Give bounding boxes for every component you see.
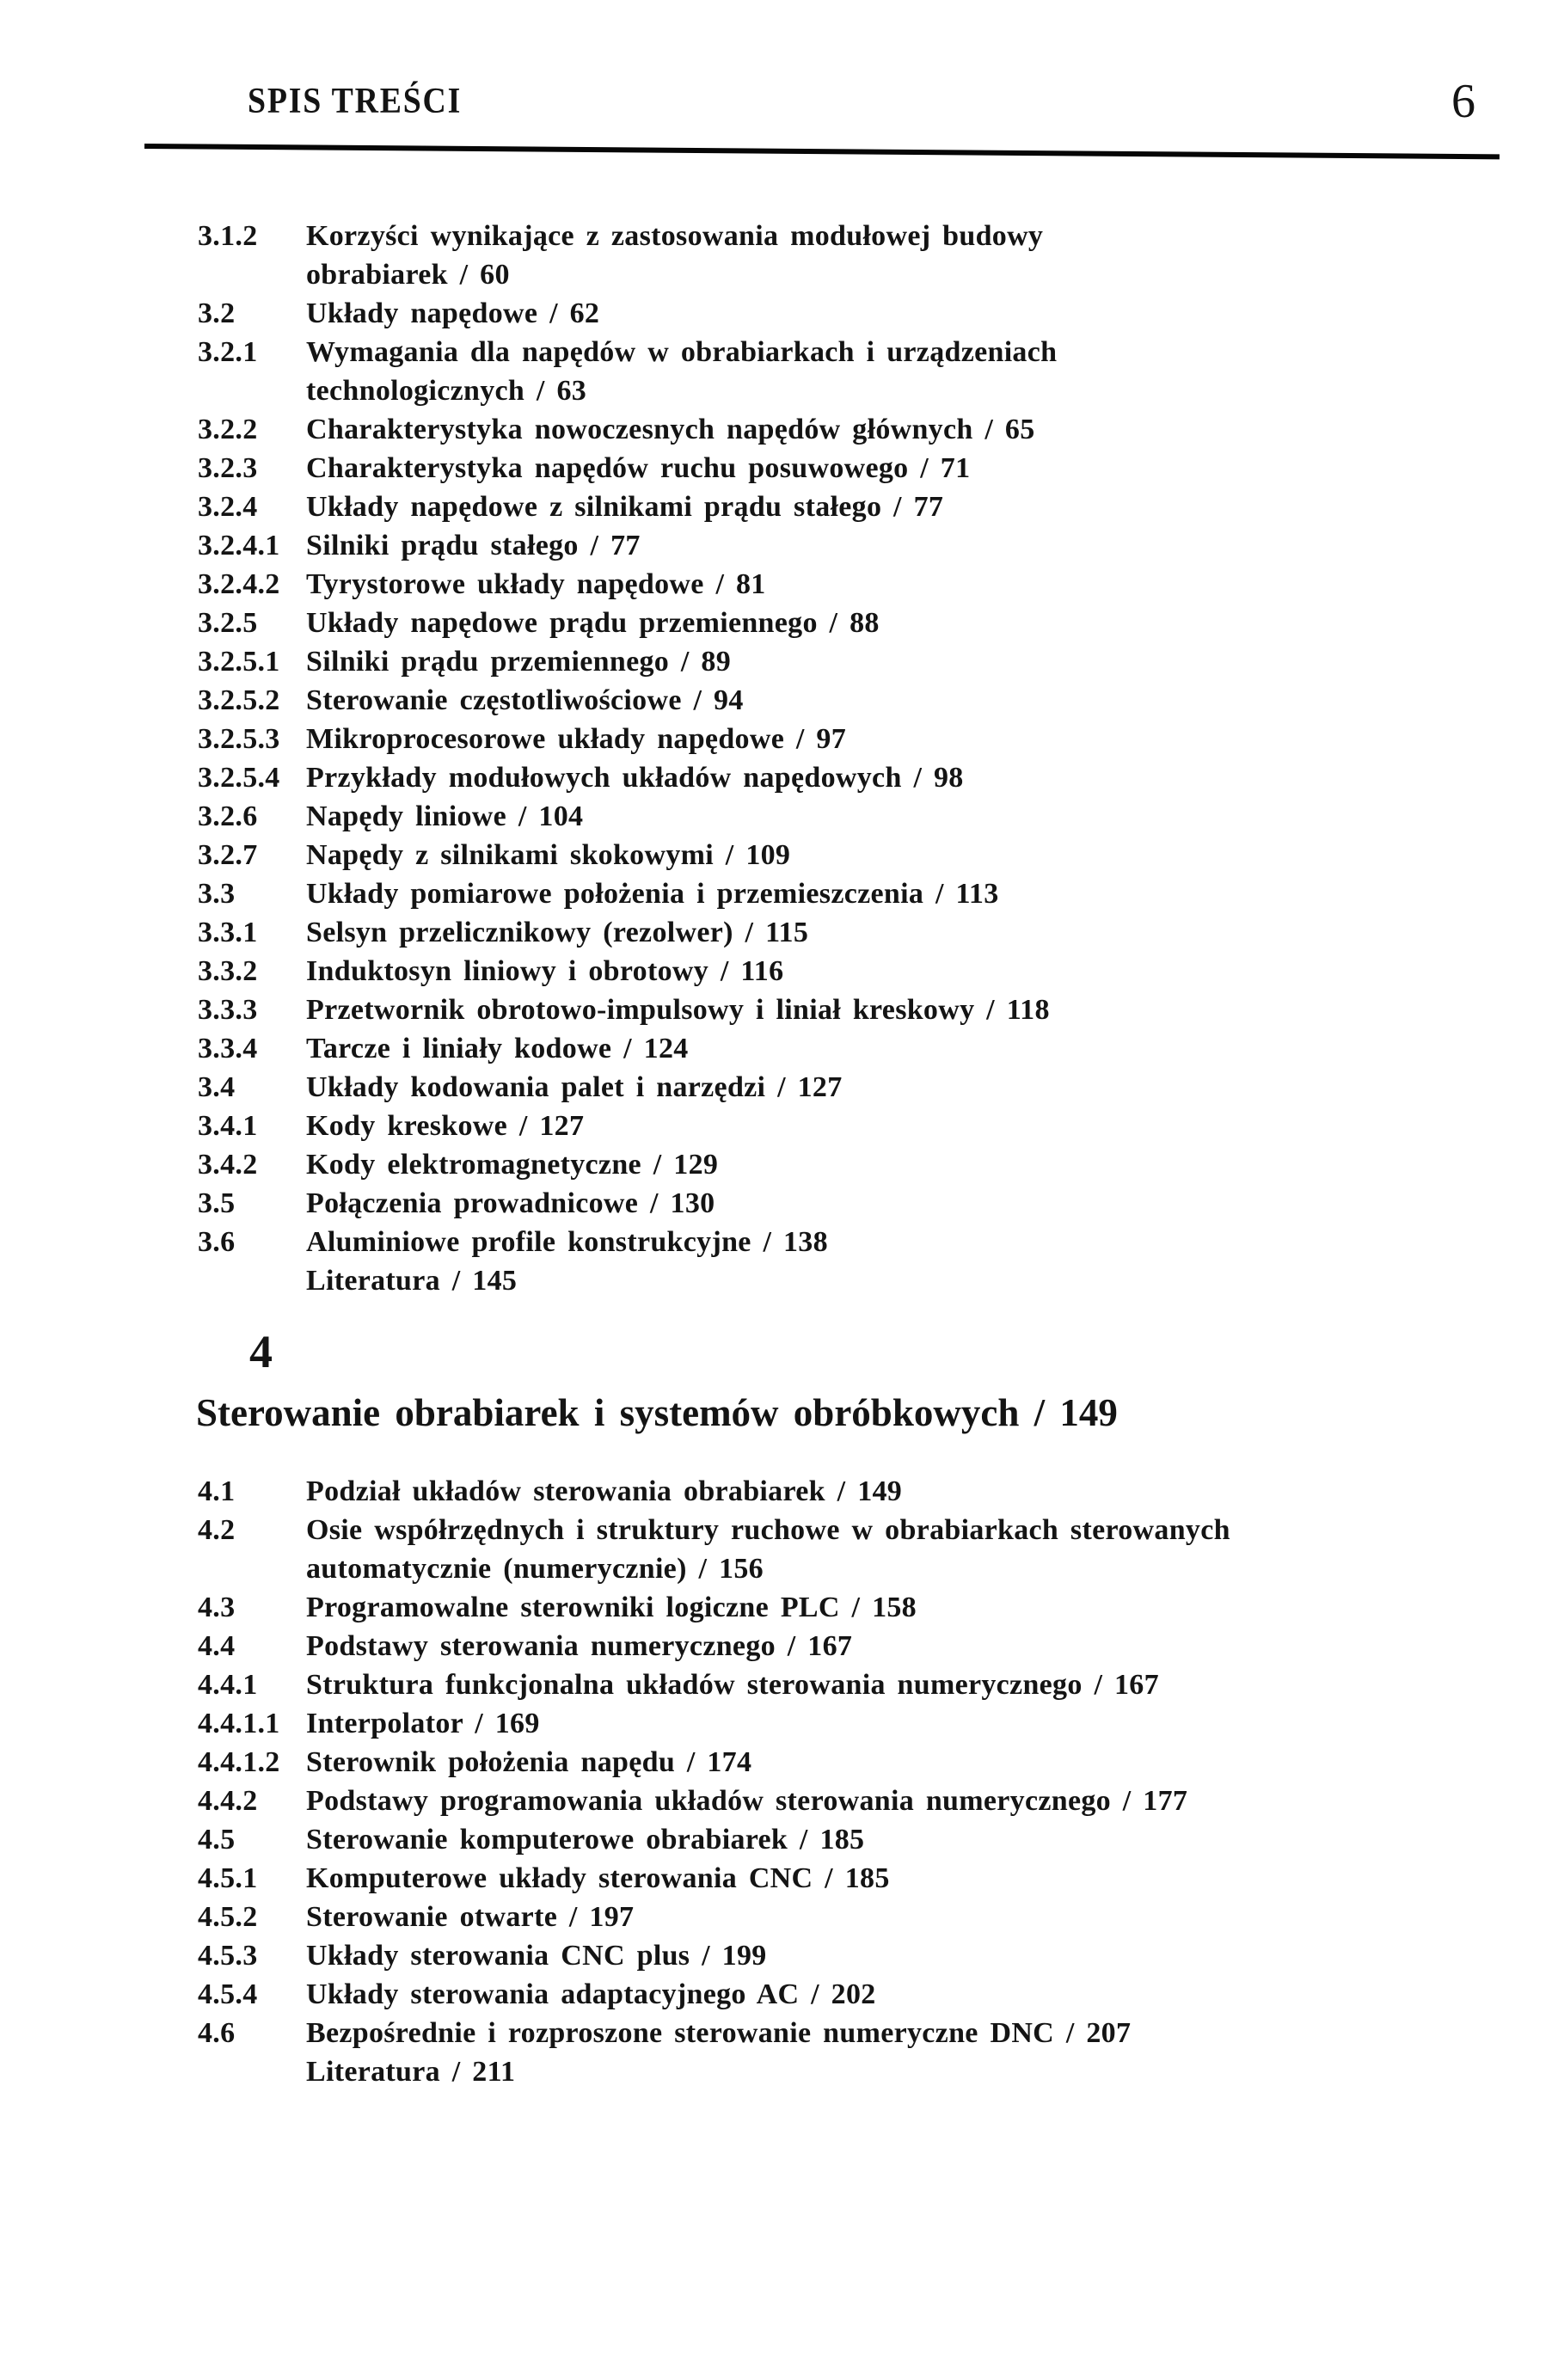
toc-entry bbox=[198, 488, 1324, 526]
toc-entry-number: 4.6 bbox=[198, 2017, 236, 2049]
toc-entry bbox=[198, 1261, 1324, 1300]
toc-entry-line: Podstawy sterowania numerycznego / 167 bbox=[306, 1630, 853, 1662]
toc-entry-line: Układy napędowe prądu przemiennego / 88 bbox=[306, 607, 880, 639]
toc-entry-number: 4.4 bbox=[198, 1630, 236, 1662]
toc-entry-text bbox=[306, 1859, 1324, 1898]
toc-entry bbox=[198, 1472, 1324, 1511]
toc-entry-line: Charakterystyka napędów ruchu posuwowego / 71 bbox=[306, 452, 971, 484]
toc-entry bbox=[198, 758, 1324, 797]
toc-entry-line: Przetwornik obrotowo-impulsowy i liniał kreskowy / 118 bbox=[306, 994, 1050, 1026]
toc-entry-number: 3.2.5.4 bbox=[198, 762, 280, 794]
toc-entry-line: Silniki prądu stałego / 77 bbox=[306, 530, 641, 561]
toc-entry-text bbox=[306, 294, 1324, 333]
toc-entry-text bbox=[306, 217, 1324, 294]
toc-entry-number: 4.4.1 bbox=[198, 1669, 258, 1701]
toc-entry bbox=[198, 1665, 1324, 1704]
toc-entry bbox=[198, 1898, 1324, 1936]
toc-entry bbox=[198, 1936, 1324, 1975]
toc-entry-line: Bezpośrednie i rozproszone sterowanie numeryczne DNC / 207 bbox=[306, 2017, 1132, 2049]
toc-entry-line: Literatura / 145 bbox=[306, 1265, 518, 1297]
toc-entry-number: 3.3.2 bbox=[198, 955, 258, 987]
toc-entry-line: Układy kodowania palet i narzędzi / 127 bbox=[306, 1071, 843, 1103]
toc-entry-text bbox=[306, 1145, 1324, 1184]
toc-entry-line: Podział układów sterowania obrabiarek / 149 bbox=[306, 1475, 903, 1507]
toc-entry-text bbox=[306, 526, 1324, 565]
toc-entry bbox=[198, 952, 1324, 991]
toc-entry-text bbox=[306, 952, 1324, 991]
header-rule bbox=[144, 144, 1500, 159]
toc-entry-line: Połączenia prowadnicowe / 130 bbox=[306, 1187, 715, 1219]
toc-entry-number: 3.2.5.2 bbox=[198, 684, 280, 716]
toc-entry-line: Kody kreskowe / 127 bbox=[306, 1110, 585, 1142]
toc-entry-line: Układy napędowe / 62 bbox=[306, 298, 600, 329]
toc-entry-number: 3.2.4.1 bbox=[198, 530, 280, 561]
toc-entry-text bbox=[306, 333, 1324, 410]
toc-entry-line: Literatura / 211 bbox=[306, 2056, 516, 2088]
toc-entry-line: Programowalne sterowniki logiczne PLC / 158 bbox=[306, 1592, 917, 1623]
toc-entry-text bbox=[306, 410, 1324, 449]
toc-entry-text bbox=[306, 642, 1324, 681]
toc-entry-text bbox=[306, 565, 1324, 604]
toc-entry-line: Tyrystorowe układy napędowe / 81 bbox=[306, 568, 766, 600]
toc-entry-line: Struktura funkcjonalna układów sterowania numerycznego / 167 bbox=[306, 1669, 1159, 1701]
toc-entry-number: 4.3 bbox=[198, 1592, 236, 1623]
toc-entry-text bbox=[306, 720, 1324, 758]
toc-entry-text bbox=[306, 1743, 1324, 1782]
toc-entry-number: 4.5 bbox=[198, 1824, 236, 1856]
toc-entry-number: 4.4.1.2 bbox=[198, 1746, 280, 1778]
toc-entry-line: Korzyści wynikające z zastosowania modułowej budowy bbox=[306, 220, 1044, 252]
toc-entry-number: 3.2.5.1 bbox=[198, 646, 280, 678]
toc-entry-text bbox=[306, 449, 1324, 488]
toc-entry-number: 4.5.4 bbox=[198, 1978, 258, 2010]
toc-entry-text bbox=[306, 1782, 1324, 1820]
toc-entry bbox=[198, 1029, 1324, 1068]
toc-entry-text bbox=[306, 836, 1324, 874]
toc-entry-line: Napędy liniowe / 104 bbox=[306, 800, 584, 832]
toc-entry-number: 3.2.1 bbox=[198, 336, 258, 368]
toc-entry-line: Komputerowe układy sterowania CNC / 185 bbox=[306, 1862, 890, 1894]
toc-entry bbox=[198, 1107, 1324, 1145]
toc-entry bbox=[198, 1145, 1324, 1184]
toc-entry-text bbox=[306, 797, 1324, 836]
toc-entry-number: 3.2.2 bbox=[198, 414, 258, 445]
toc-entry bbox=[198, 1743, 1324, 1782]
toc-entry-number: 3.1.2 bbox=[198, 220, 258, 252]
page-number: 6 bbox=[1451, 75, 1475, 128]
chapter-number: 4 bbox=[249, 1326, 273, 1377]
toc-entry-line: Sterownik położenia napędu / 174 bbox=[306, 1746, 752, 1778]
toc-entry-number: 4.4.2 bbox=[198, 1785, 258, 1817]
toc-entry-line: Wymagania dla napędów w obrabiarkach i urządzeniach bbox=[306, 336, 1058, 368]
toc-entry-number: 3.2 bbox=[198, 298, 236, 329]
toc-entry bbox=[198, 1627, 1324, 1665]
toc-entry-text bbox=[306, 1511, 1324, 1588]
toc-entry-text bbox=[306, 1472, 1324, 1511]
toc-entry bbox=[198, 1975, 1324, 2014]
toc-entry bbox=[198, 991, 1324, 1029]
toc-entry-number: 3.2.5.3 bbox=[198, 723, 280, 755]
toc-section-4 bbox=[198, 1472, 1324, 2091]
toc-entry-text bbox=[306, 1261, 1324, 1300]
toc-entry-number: 3.3.3 bbox=[198, 994, 258, 1026]
toc-entry-text bbox=[306, 1588, 1324, 1627]
toc-entry-text bbox=[306, 1665, 1324, 1704]
toc-entry bbox=[198, 1782, 1324, 1820]
toc-entry-line: Selsyn przelicznikowy (rezolwer) / 115 bbox=[306, 917, 809, 948]
toc-entry-text bbox=[306, 758, 1324, 797]
toc-entry-number: 3.3.4 bbox=[198, 1033, 258, 1064]
toc-entry-line: obrabiarek / 60 bbox=[306, 259, 510, 291]
toc-entry-line: Mikroprocesorowe układy napędowe / 97 bbox=[306, 723, 847, 755]
toc-entry-line: technologicznych / 63 bbox=[306, 375, 587, 407]
toc-entry-line: Kody elektromagnetyczne / 129 bbox=[306, 1149, 719, 1181]
toc-entry-line: Induktosyn liniowy i obrotowy / 116 bbox=[306, 955, 784, 987]
toc-entry-number: 3.4.2 bbox=[198, 1149, 258, 1181]
toc-entry-text bbox=[306, 488, 1324, 526]
toc-entry-text bbox=[306, 1898, 1324, 1936]
toc-entry-text bbox=[306, 1029, 1324, 1068]
toc-entry bbox=[198, 217, 1324, 294]
toc-entry-number: 4.1 bbox=[198, 1475, 236, 1507]
toc-entry-number: 3.2.4.2 bbox=[198, 568, 280, 600]
toc-entry-text bbox=[306, 2052, 1324, 2091]
toc-entry-number: 3.4.1 bbox=[198, 1110, 258, 1142]
toc-entry-line: Sterowanie otwarte / 197 bbox=[306, 1901, 635, 1933]
toc-entry bbox=[198, 526, 1324, 565]
toc-entry-line: Osie współrzędnych i struktury ruchowe w obrabiarkach sterowanych bbox=[306, 1514, 1230, 1546]
toc-entry bbox=[198, 333, 1324, 410]
toc-entry-number: 4.5.2 bbox=[198, 1901, 258, 1933]
toc-entry-number: 3.6 bbox=[198, 1226, 236, 1258]
toc-entry bbox=[198, 913, 1324, 952]
toc-entry-line: Aluminiowe profile konstrukcyjne / 138 bbox=[306, 1226, 828, 1258]
toc-entry-number: 3.2.6 bbox=[198, 800, 258, 832]
toc-entry-text bbox=[306, 991, 1324, 1029]
toc-entry-text bbox=[306, 913, 1324, 952]
toc-entry bbox=[198, 1859, 1324, 1898]
toc-entry-number: 3.2.5 bbox=[198, 607, 258, 639]
toc-entry-line: Interpolator / 169 bbox=[306, 1708, 540, 1739]
page-title: SPIS TREŚCI bbox=[248, 82, 463, 121]
toc-entry-text bbox=[306, 681, 1324, 720]
toc-entry bbox=[198, 874, 1324, 913]
toc-entry-text bbox=[306, 1704, 1324, 1743]
toc-entry bbox=[198, 565, 1324, 604]
toc-entry-line: Napędy z silnikami skokowymi / 109 bbox=[306, 839, 791, 871]
toc-entry-text bbox=[306, 1184, 1324, 1223]
toc-entry-text bbox=[306, 1975, 1324, 2014]
toc-entry-number: 3.2.3 bbox=[198, 452, 258, 484]
toc-entry bbox=[198, 1184, 1324, 1223]
chapter-title: Sterowanie obrabiarek i systemów obróbkowych / 149 bbox=[196, 1391, 1118, 1434]
toc-entry-number: 3.2.4 bbox=[198, 491, 258, 523]
chapter-heading bbox=[196, 1328, 1118, 1437]
toc-entry-text bbox=[306, 1627, 1324, 1665]
toc-entry bbox=[198, 294, 1324, 333]
toc-entry-line: Sterowanie komputerowe obrabiarek / 185 bbox=[306, 1824, 865, 1856]
toc-entry-text bbox=[306, 874, 1324, 913]
toc-entry bbox=[198, 2052, 1324, 2091]
toc-entry-number: 3.3.1 bbox=[198, 917, 258, 948]
toc-entry-number: 4.4.1.1 bbox=[198, 1708, 280, 1739]
toc-entry bbox=[198, 681, 1324, 720]
toc-entry-text bbox=[306, 2014, 1324, 2052]
toc-entry-number: 3.2.7 bbox=[198, 839, 258, 871]
toc-entry bbox=[198, 410, 1324, 449]
toc-entry-line: Charakterystyka nowoczesnych napędów głównych / 65 bbox=[306, 414, 1035, 445]
toc-entry-line: Układy napędowe z silnikami prądu stałego / 77 bbox=[306, 491, 944, 523]
toc-entry-number: 3.3 bbox=[198, 878, 236, 910]
toc-entry-text bbox=[306, 1107, 1324, 1145]
toc-entry bbox=[198, 1223, 1324, 1261]
toc-entry bbox=[198, 604, 1324, 642]
toc-entry-text bbox=[306, 1936, 1324, 1975]
toc-entry-line: Przykłady modułowych układów napędowych / 98 bbox=[306, 762, 964, 794]
toc-entry-text bbox=[306, 604, 1324, 642]
toc-entry bbox=[198, 797, 1324, 836]
toc-entry-text bbox=[306, 1068, 1324, 1107]
toc-entry-line: Układy sterowania CNC plus / 199 bbox=[306, 1940, 767, 1972]
toc-entry-text bbox=[306, 1223, 1324, 1261]
toc-entry-line: Układy pomiarowe położenia i przemieszczenia / 113 bbox=[306, 878, 999, 910]
toc-section-3 bbox=[198, 217, 1324, 1300]
toc-entry-number: 4.5.3 bbox=[198, 1940, 258, 1972]
toc-entry-line: Podstawy programowania układów sterowania numerycznego / 177 bbox=[306, 1785, 1188, 1817]
toc-entry bbox=[198, 1068, 1324, 1107]
toc-entry bbox=[198, 1588, 1324, 1627]
toc-entry bbox=[198, 449, 1324, 488]
toc-entry-number: 4.2 bbox=[198, 1514, 236, 1546]
toc-entry-number: 4.5.1 bbox=[198, 1862, 258, 1894]
toc-entry bbox=[198, 1704, 1324, 1743]
toc-entry bbox=[198, 836, 1324, 874]
toc-entry bbox=[198, 642, 1324, 681]
toc-entry-line: Sterowanie częstotliwościowe / 94 bbox=[306, 684, 744, 716]
toc-entry-text bbox=[306, 1820, 1324, 1859]
toc-entry bbox=[198, 1511, 1324, 1588]
toc-entry bbox=[198, 1820, 1324, 1859]
toc-entry bbox=[198, 2014, 1324, 2052]
toc-entry-line: Układy sterowania adaptacyjnego AC / 202 bbox=[306, 1978, 876, 2010]
toc-entry-number: 3.4 bbox=[198, 1071, 236, 1103]
toc-entry-line: Tarcze i liniały kodowe / 124 bbox=[306, 1033, 689, 1064]
toc-entry-number: 3.5 bbox=[198, 1187, 236, 1219]
toc-entry-line: Silniki prądu przemiennego / 89 bbox=[306, 646, 732, 678]
toc-entry bbox=[198, 720, 1324, 758]
toc-entry-line: automatycznie (numerycznie) / 156 bbox=[306, 1553, 764, 1585]
